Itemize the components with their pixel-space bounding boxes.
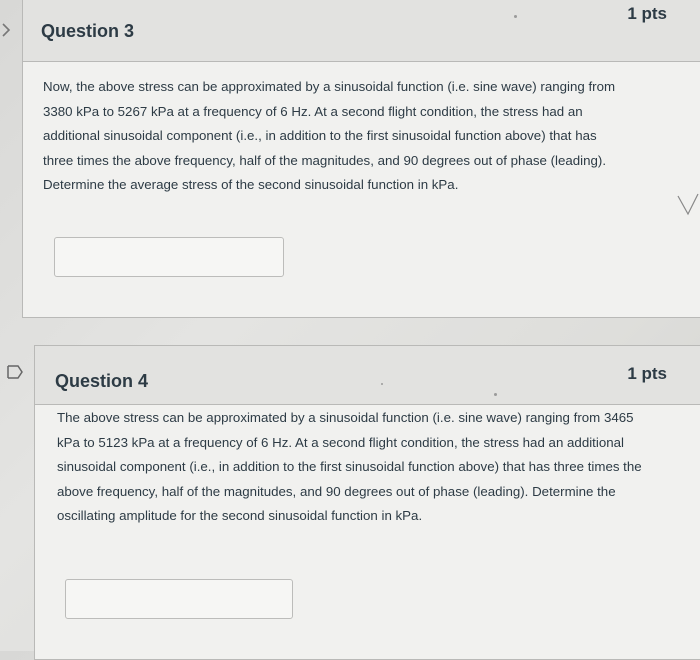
question-4-answer-input[interactable] (65, 579, 293, 619)
question-text-line: three times the above frequency, half of the magnitudes, and 90 degrees out of phase (leading). (43, 152, 607, 168)
chevron-right-icon[interactable] (0, 22, 14, 38)
question-text-line: kPa to 5123 kPa at a frequency of 6 Hz. At a second flight condition, the stress had an additional (57, 434, 624, 450)
question-3-answer-input[interactable] (54, 237, 284, 277)
question-4-title: Question 4 (55, 371, 149, 391)
question-text-line: The above stress can be approximated by a sinusoidal function (i.e. sine wave) ranging from 3465 (57, 410, 634, 425)
decorative-speck (381, 383, 383, 385)
question-text-line: 3380 kPa to 5267 kPa at a frequency of 6 Hz. At a second flight condition, the stress had an (43, 103, 583, 119)
question-text-line: additional sinusoidal component (i.e., in addition to the first sinusoidal function above) that has (43, 128, 597, 143)
question-text-line: above frequency, half of the magnitudes, and 90 degrees out of phase (leading). Determine the (57, 483, 616, 499)
cursor-mark-icon (676, 192, 700, 222)
question-3-card (22, 0, 700, 318)
question-text-line: oscillating amplitude for the second sinusoidal function in kPa. (57, 508, 423, 523)
question-4-header (35, 346, 700, 405)
question-4-text (57, 406, 677, 529)
decorative-speck (514, 15, 517, 18)
question-4-card (34, 345, 700, 660)
question-4-points: 1 pts (627, 364, 667, 383)
question-3-header (23, 0, 700, 62)
question-text-line: Now, the above stress can be approximated by a sinusoidal function (i.e. sine wave) ranging from (43, 79, 616, 94)
question-text-line: sinusoidal component (i.e., in addition to the first sinusoidal function above) that has three times the (57, 459, 642, 474)
decorative-speck (494, 393, 497, 396)
question-text-line: Determine the average stress of the second sinusoidal function in kPa. (43, 177, 459, 192)
flag-icon[interactable] (6, 364, 24, 380)
question-3-title: Question 3 (41, 21, 135, 41)
question-3-points: 1 pts (627, 4, 667, 23)
question-3-text (43, 75, 643, 198)
